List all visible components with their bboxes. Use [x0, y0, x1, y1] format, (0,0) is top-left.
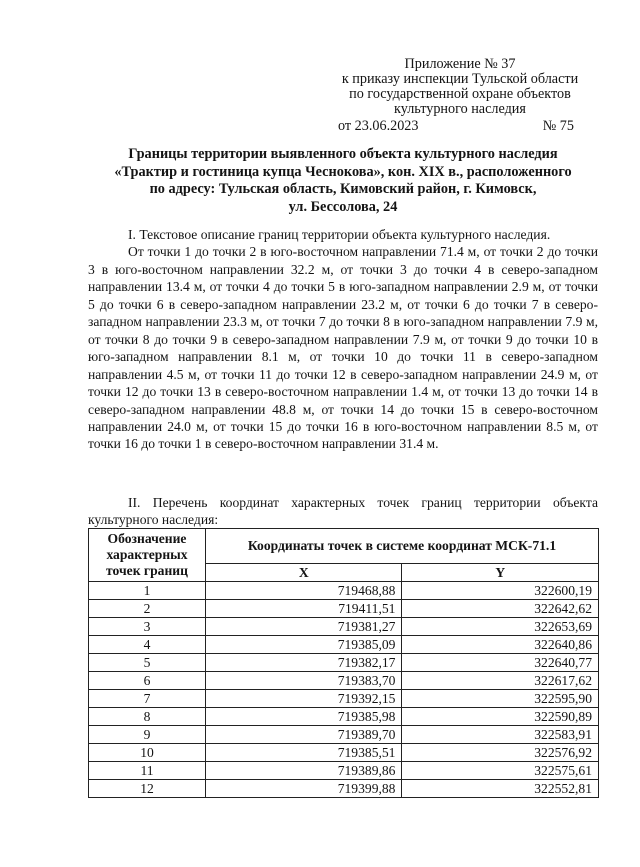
point-cell: 2 [89, 600, 206, 618]
section-coordinates-heading [88, 494, 598, 528]
x-cell: 719392,15 [206, 690, 402, 708]
x-cell: 719383,70 [206, 672, 402, 690]
table-row [89, 744, 599, 762]
x-cell: 719385,98 [206, 708, 402, 726]
document-title [88, 146, 598, 216]
header-line: культурного наследия [394, 101, 526, 117]
y-cell: 322600,19 [402, 582, 599, 600]
table-row [89, 780, 599, 798]
table-row [89, 672, 599, 690]
column-header-y: Y [402, 564, 599, 582]
point-cell: 5 [89, 654, 206, 672]
order-number: № 75 [542, 118, 574, 134]
table-row [89, 654, 599, 672]
title-line: ул. Бессолова, 24 [288, 198, 398, 215]
section-text-description [88, 226, 598, 453]
coordinates-table-body [89, 582, 599, 798]
point-cell: 9 [89, 726, 206, 744]
table-row [89, 690, 599, 708]
appendix-header [320, 57, 600, 134]
y-cell: 322575,61 [402, 762, 599, 780]
y-cell: 322640,86 [402, 636, 599, 654]
y-cell: 322576,92 [402, 744, 599, 762]
point-cell: 8 [89, 708, 206, 726]
title-line: Границы территории выявленного объекта культурного наследия [128, 146, 558, 162]
header-line: к приказу инспекции Тульской области [341, 71, 579, 87]
y-cell: 322642,62 [402, 600, 599, 618]
x-cell: 719468,88 [206, 582, 402, 600]
section2-heading: II. Перечень координат характерных точек границ территории объекта культурного наследия: [88, 495, 598, 527]
coordinates-table [88, 528, 599, 798]
y-cell: 322590,89 [402, 708, 599, 726]
point-cell: 1 [89, 582, 206, 600]
x-cell: 719411,51 [206, 600, 402, 618]
order-date: от 23.06.2023 [338, 118, 419, 134]
section1-body: От точки 1 до точки 2 в юго-восточном направлении 71.4 м, от точки 2 до точки 3 в юго-восточном направлении 32.2 м, от точки 3 до точки 4 в северо-западном направлении 13.4 м, от точки 4 до точки 5 в юго-западном направлении 2.9 м, от точки 5 до точки 6 в северо-западном направлении 23.2 м, от точки 6 до точки 7 в северо-западном направлении 23.3 м, от точки 7 до точки 8 в юго-западном направлении 7.9 м, от точки 8 до точки 9 в северо-западном направлении 7.9 м, от точки 9 до точки 10 в юго-западном направлении 8.1 м, от точки 10 до точки 11 в северо-западном направлении 4.5 м, от точки 11 до точки 12 в северо-западном направлении 24.9 м, от точки 12 до точки 13 в северо-восточном направлении 1.4 м, от точки 13 до точки 14 в северо-западном направлении 48.8 м, от точки 14 до точки 15 в северо-восточном направлении 24.0 м, от точки 15 до точки 16 в юго-восточном направлении 8.5 м, от точки 16 до точки 1 в северо-восточном направлении 31.4 м. [88, 244, 598, 452]
y-cell: 322640,77 [402, 654, 599, 672]
x-cell: 719382,17 [206, 654, 402, 672]
x-cell: 719399,88 [206, 780, 402, 798]
header-line: Приложение № 37 [404, 56, 516, 72]
column-header-point: Обозначение характерных точек границ [89, 529, 206, 582]
y-cell: 322583,91 [402, 726, 599, 744]
table-row [89, 618, 599, 636]
y-cell: 322617,62 [402, 672, 599, 690]
y-cell: 322552,81 [402, 780, 599, 798]
title-line: «Трактир и гостиница купца Чеснокова», кон. XIX в., расположенного [114, 163, 572, 180]
table-row [89, 636, 599, 654]
point-cell: 6 [89, 672, 206, 690]
column-header-x: X [206, 564, 402, 582]
y-cell: 322653,69 [402, 618, 599, 636]
title-line: по адресу: Тульская область, Кимовский район, г. Кимовск, [149, 181, 537, 198]
point-cell: 4 [89, 636, 206, 654]
table-row [89, 726, 599, 744]
point-cell: 11 [89, 762, 206, 780]
point-cell: 7 [89, 690, 206, 708]
point-cell: 10 [89, 744, 206, 762]
point-cell: 3 [89, 618, 206, 636]
table-row [89, 600, 599, 618]
table-row [89, 762, 599, 780]
x-cell: 719389,70 [206, 726, 402, 744]
x-cell: 719381,27 [206, 618, 402, 636]
table-row [89, 582, 599, 600]
y-cell: 322595,90 [402, 690, 599, 708]
x-cell: 719385,09 [206, 636, 402, 654]
point-cell: 12 [89, 780, 206, 798]
column-header-coords: Координаты точек в системе координат МСК-71.1 [206, 529, 599, 564]
header-line: по государственной охране объектов [349, 86, 571, 102]
x-cell: 719389,86 [206, 762, 402, 780]
x-cell: 719385,51 [206, 744, 402, 762]
header-date-row [320, 119, 600, 134]
section1-heading: I. Текстовое описание границ территории объекта культурного наследия. [128, 227, 551, 242]
table-row [89, 708, 599, 726]
